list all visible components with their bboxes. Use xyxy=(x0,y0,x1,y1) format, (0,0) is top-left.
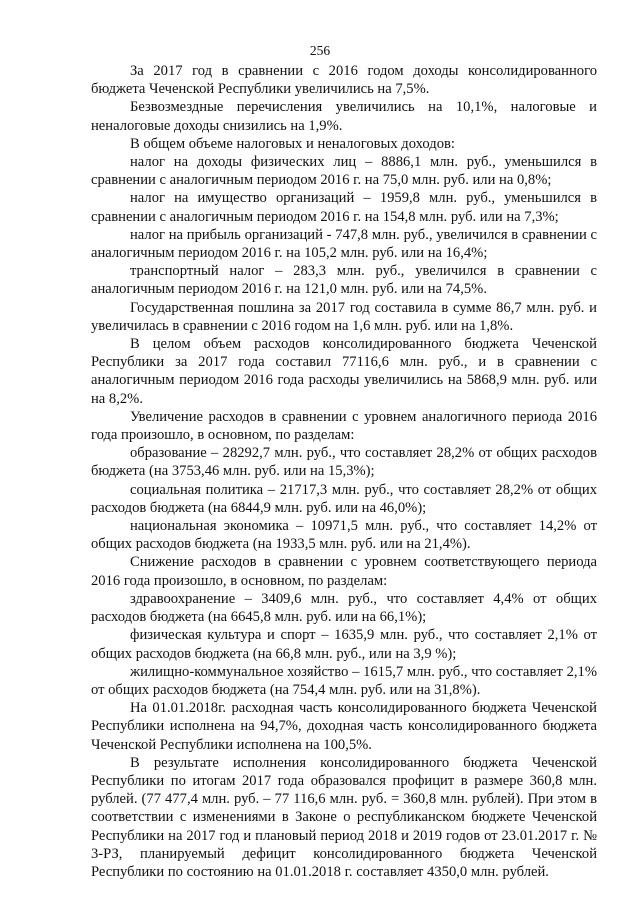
paragraph-social-policy: социальная политика – 21717,3 млн. руб., что составляет 28,2% от общих расходов бюджета (на 6844,9 млн. руб. или на 46,0%); xyxy=(91,481,597,516)
document-body xyxy=(91,62,597,881)
paragraph-sports: физическая культура и спорт – 1635,9 млн. руб., что составляет 2,1% от общих расходов бюджета (на 66,8 млн. руб., или на 3,9 %); xyxy=(91,627,597,662)
paragraph-revenue-growth: За 2017 год в сравнении с 2016 годом доходы консолидированного бюджета Чеченской Республики увеличились на 7,5%. xyxy=(91,63,597,98)
paragraph-property-tax: налог на имущество организаций – 1959,8 млн. руб., уменьшился в сравнении с аналогичным периодом 2016 г. на 154,8 млн. руб. или на 7,3%; xyxy=(91,190,597,225)
paragraph-expense-increase-intro: Увеличение расходов в сравнении с уровнем аналогичного периода 2016 года произошло, в основном, по разделам: xyxy=(91,408,597,444)
page-number: 256 xyxy=(309,43,331,58)
paragraph-surplus: В результате исполнения консолидированного бюджета Чеченской Республики по итогам 2017 года образовался профицит в размере 360,8 млн. рублей. (77 477,4 млн. руб. – 77 116,6 млн. руб. = 360,8 млн. рублей). При этом в соответствии с изменениями в Законе о республиканском бюджете Чеченской Республики на 2017 год и плановый период 2018 и 2019 годов от 23.01.2017 г. № 3-РЗ, планируемый дефицит консолидированного бюджета Чеченской Республики по состоянию на 01.01.2018 г. составляет 4350,0 млн. рублей. xyxy=(91,754,597,880)
paragraph-state-duty: Государственная пошлина за 2017 год составила в сумме 86,7 млн. руб. и увеличилась в сравнении с 2016 годом на 1,6 млн. руб. или на 1,8%. xyxy=(91,299,597,334)
paragraph-national-economy: национальная экономика – 10971,5 млн. руб., что составляет 14,2% от общих расходов бюджета (на 1933,5 млн. руб. или на 21,4%). xyxy=(91,518,597,553)
paragraph-healthcare: здравоохранение – 3409,6 млн. руб., что составляет 4,4% от общих расходов бюджета (на 6645,8 млн. руб. или на 66,1%); xyxy=(91,590,597,626)
paragraph-income-tax: налог на доходы физических лиц – 8886,1 млн. руб., уменьшился в сравнении с аналогичным периодом 2016 г. на 75,0 млн. руб. или на 0,8%; xyxy=(91,154,597,189)
paragraph-transport-tax: транспортный налог – 283,3 млн. руб., увеличился в сравнении с аналогичным периодом 2016 г. на 121,0 млн. руб. или на 74,5%. xyxy=(91,263,597,298)
paragraph-profit-tax: налог на прибыль организаций - 747,8 млн. руб., увеличился в сравнении с аналогичным периодом 2016 г. на 105,2 млн. руб. или на 16,4%; xyxy=(91,226,597,262)
paragraph-total-expenses: В целом объем расходов консолидированного бюджета Чеченской Республики за 2017 года составил 77116,6 млн. руб., и в сравнении с аналогичным периодом 2016 года расходы увеличились на 5868,9 млн. руб. или на 8,2%. xyxy=(91,336,597,407)
paragraph-tax-intro: В общем объеме налоговых и неналоговых доходов: xyxy=(130,135,455,152)
paragraph-housing: жилищно-коммунальное хозяйство – 1615,7 млн. руб., что составляет 2,1% от общих расходов бюджета (на 754,4 млн. руб. или на 31,8%). xyxy=(91,663,597,698)
paragraph-budget-execution: На 01.01.2018г. расходная часть консолидированного бюджета Чеченской Республики исполнена на 94,7%, доходная часть консолидированного бюджета Чеченской Республики исполнена на 100,5%. xyxy=(91,700,597,753)
paragraph-education: образование – 28292,7 млн. руб., что составляет 28,2% от общих расходов бюджета (на 3753,46 млн. руб. или на 15,3%); xyxy=(91,445,597,480)
paragraph-transfers: Безвозмездные перечисления увеличились на 10,1%, налоговые и неналоговые доходы снизились на 1,9%. xyxy=(91,99,597,134)
paragraph-expense-decrease-intro: Снижение расходов в сравнении с уровнем соответствующего периода 2016 года произошло, в основном, по разделам: xyxy=(91,554,597,589)
